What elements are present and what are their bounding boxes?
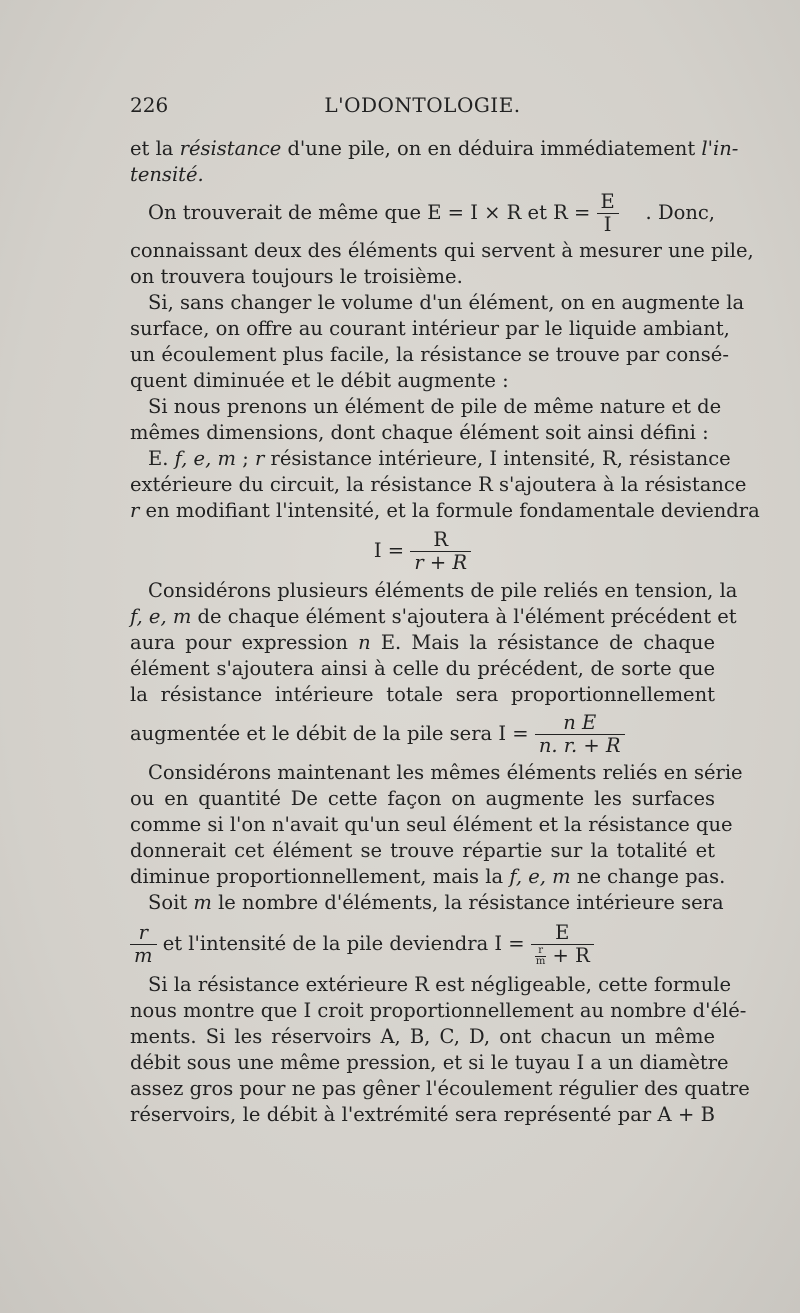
fraction: E $\frac{r}{m}$ + R	[531, 922, 594, 967]
text-line: mêmes dimensions, dont chaque élément soit ainsi défini :	[130, 421, 709, 444]
text-line: Considérons maintenant les mêmes éléments reliés en série	[148, 761, 743, 784]
inline-equation-line: $\frac{r}{m}$ et l'intensité de la pile deviendra I = E $\frac{r}{m}$ + R	[130, 916, 715, 972]
text-line: quent diminuée et le débit augmente :	[130, 369, 509, 392]
fraction: $\frac{r}{m}$	[535, 945, 546, 967]
text-line: surface, on offre au courant intérieur par le liquide ambiant,	[130, 317, 730, 340]
page-header	[130, 93, 715, 123]
text-line: donnerait cet élément se trouve répartie sur la totalité et	[130, 839, 715, 862]
text-line: Si, sans changer le volume d'un élément, on en augmente la	[148, 291, 745, 314]
text-line: connaissant deux des éléments qui servent à mesurer une pile,	[130, 239, 754, 262]
text-line: Soit m le nombre d'éléments, la résistance intérieure sera	[148, 891, 724, 914]
text-line: la résistance intérieure totale sera proportionnellement	[130, 683, 715, 706]
display-equation: I = $\frac{R}{r + R}$	[130, 524, 715, 578]
page-number: 226	[130, 93, 169, 117]
text-line: ou en quantité De cette façon on augmente les surfaces	[130, 787, 715, 810]
text-line: aura pour expression n E. Mais la résistance de chaque	[130, 631, 715, 654]
fraction: $\frac{E}{I}$	[597, 191, 619, 236]
text-line: Si nous prenons un élément de pile de même nature et de	[148, 395, 722, 418]
text-line: diminue proportionnellement, mais la f, e, m ne change pas.	[130, 865, 726, 888]
text-line: et la résistance d'une pile, on en déduira immédiatement l'in-	[130, 137, 739, 160]
text-line: comme si l'on n'avait qu'un seul élément et la résistance que	[130, 813, 733, 836]
text-line: ments. Si les réservoirs A, B, C, D, ont chacun un même	[130, 1025, 715, 1048]
fraction: $\frac{R}{r + R}$	[410, 529, 471, 574]
text-line: f, e, m de chaque élément s'ajoutera à l'élément précédent et	[130, 605, 737, 628]
text-line: extérieure du circuit, la résistance R s'ajoutera à la résistance	[130, 473, 747, 496]
inline-equation-line: augmentée et le débit de la pile sera I = $\frac{\text{n E}}{n. r. + R}$	[130, 708, 715, 760]
text-line: débit sous une même pression, et si le tuyau I a un diamètre	[130, 1051, 729, 1074]
text-line: un écoulement plus facile, la résistance se trouve par consé-	[130, 343, 729, 366]
text-line: Si la résistance extérieure R est négligeable, cette formule	[148, 973, 732, 996]
text-line: élément s'ajoutera ainsi à celle du précédent, de sorte que	[130, 657, 715, 680]
text-line: assez gros pour ne pas gêner l'écoulement régulier des quatre	[130, 1077, 750, 1100]
running-title: L'ODONTOLOGIE.	[324, 93, 521, 117]
text-line: E. f, e, m ; r résistance intérieure, I intensité, R, résistance	[148, 447, 731, 470]
text-line: tensité.	[130, 163, 204, 186]
page-body	[130, 136, 760, 1128]
fraction: $\frac{r}{m}$	[130, 922, 157, 967]
text-line: réservoirs, le débit à l'extrémité sera représenté par A + B	[130, 1103, 715, 1126]
inline-equation-line: On trouverait de même que E = I × R et R = $\frac{E}{I}$ . Donc,	[148, 190, 715, 236]
text-line: Considérons plusieurs éléments de pile reliés en tension, la	[148, 579, 738, 602]
text-line: r en modifiant l'intensité, et la formule fondamentale deviendra	[130, 499, 760, 522]
fraction: $\frac{\text{n E}}{n. r. + R}$	[535, 712, 625, 757]
text-line: on trouvera toujours le troisième.	[130, 265, 463, 288]
text-line: nous montre que I croit proportionnellement au nombre d'élé-	[130, 999, 747, 1022]
